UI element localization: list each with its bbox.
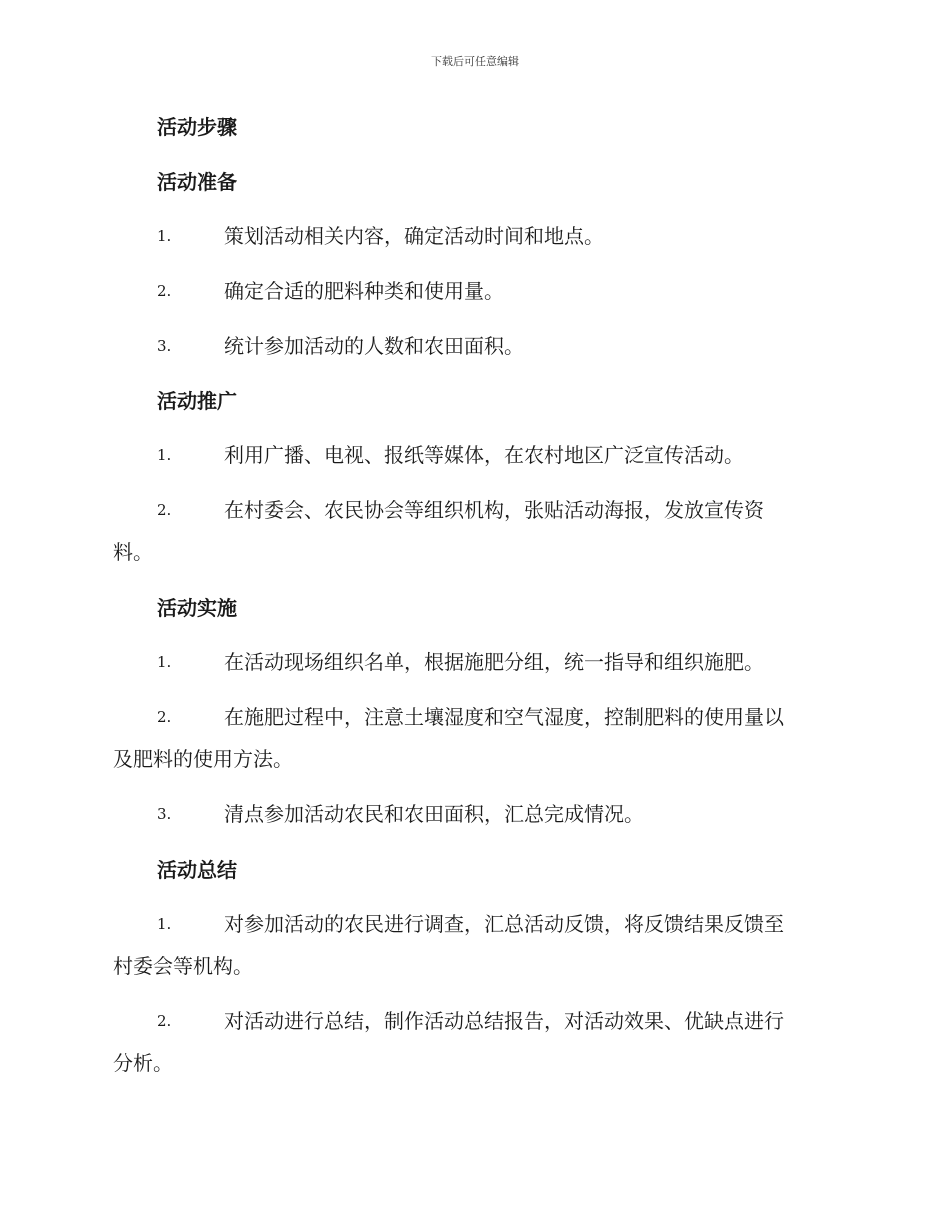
list-text-continuation: 料。	[113, 540, 153, 564]
list-text: 确定合适的肥料种类和使用量。	[224, 279, 504, 303]
list-text: 对活动进行总结，制作活动总结报告，对活动效果、优缺点进行	[224, 1009, 784, 1033]
list-number: 1.	[157, 915, 172, 933]
list-text: 在施肥过程中，注意土壤湿度和空气湿度，控制肥料的使用量以	[224, 705, 784, 729]
list-item-impl-1	[113, 640, 838, 684]
list-number: 3.	[157, 337, 172, 355]
list-item-promo-2	[113, 488, 838, 574]
list-text: 策划活动相关内容，确定活动时间和地点。	[224, 224, 604, 248]
list-item-prep-3	[113, 324, 838, 368]
list-number: 2.	[157, 282, 172, 300]
list-text: 对参加活动的农民进行调查，汇总活动反馈，将反馈结果反馈至	[224, 912, 784, 936]
list-text: 在村委会、农民协会等组织机构，张贴活动海报，发放宣传资	[224, 498, 764, 522]
list-item-promo-1	[113, 433, 838, 477]
page-header-note: 下载后可任意编辑	[431, 55, 519, 68]
list-number: 1.	[157, 446, 172, 464]
list-number: 2.	[157, 501, 172, 519]
list-number: 1.	[157, 227, 172, 245]
list-number: 1.	[157, 653, 172, 671]
list-item-impl-3	[113, 792, 838, 836]
list-text: 统计参加活动的人数和农田面积。	[224, 334, 524, 358]
list-number: 3.	[157, 805, 172, 823]
heading-activity-promotion: 活动推广	[157, 389, 237, 413]
heading-activity-implementation: 活动实施	[157, 596, 237, 620]
list-text-continuation: 村委会等机构。	[113, 954, 253, 978]
heading-activity-summary: 活动总结	[157, 858, 237, 882]
list-item-impl-2	[113, 695, 838, 781]
heading-activity-steps: 活动步骤	[157, 115, 237, 139]
list-number: 2.	[157, 1012, 172, 1030]
list-text-continuation: 及肥料的使用方法。	[113, 747, 293, 771]
list-item-prep-1	[113, 214, 838, 258]
list-item-summary-2	[113, 999, 838, 1085]
list-item-summary-1	[113, 902, 838, 988]
list-text-continuation: 分析。	[113, 1051, 173, 1075]
list-item-prep-2	[113, 269, 838, 313]
list-text: 清点参加活动农民和农田面积，汇总完成情况。	[224, 802, 644, 826]
list-text: 利用广播、电视、报纸等媒体，在农村地区广泛宣传活动。	[224, 443, 744, 467]
heading-activity-preparation: 活动准备	[157, 170, 237, 194]
list-number: 2.	[157, 708, 172, 726]
list-text: 在活动现场组织名单，根据施肥分组，统一指导和组织施肥。	[224, 650, 764, 674]
